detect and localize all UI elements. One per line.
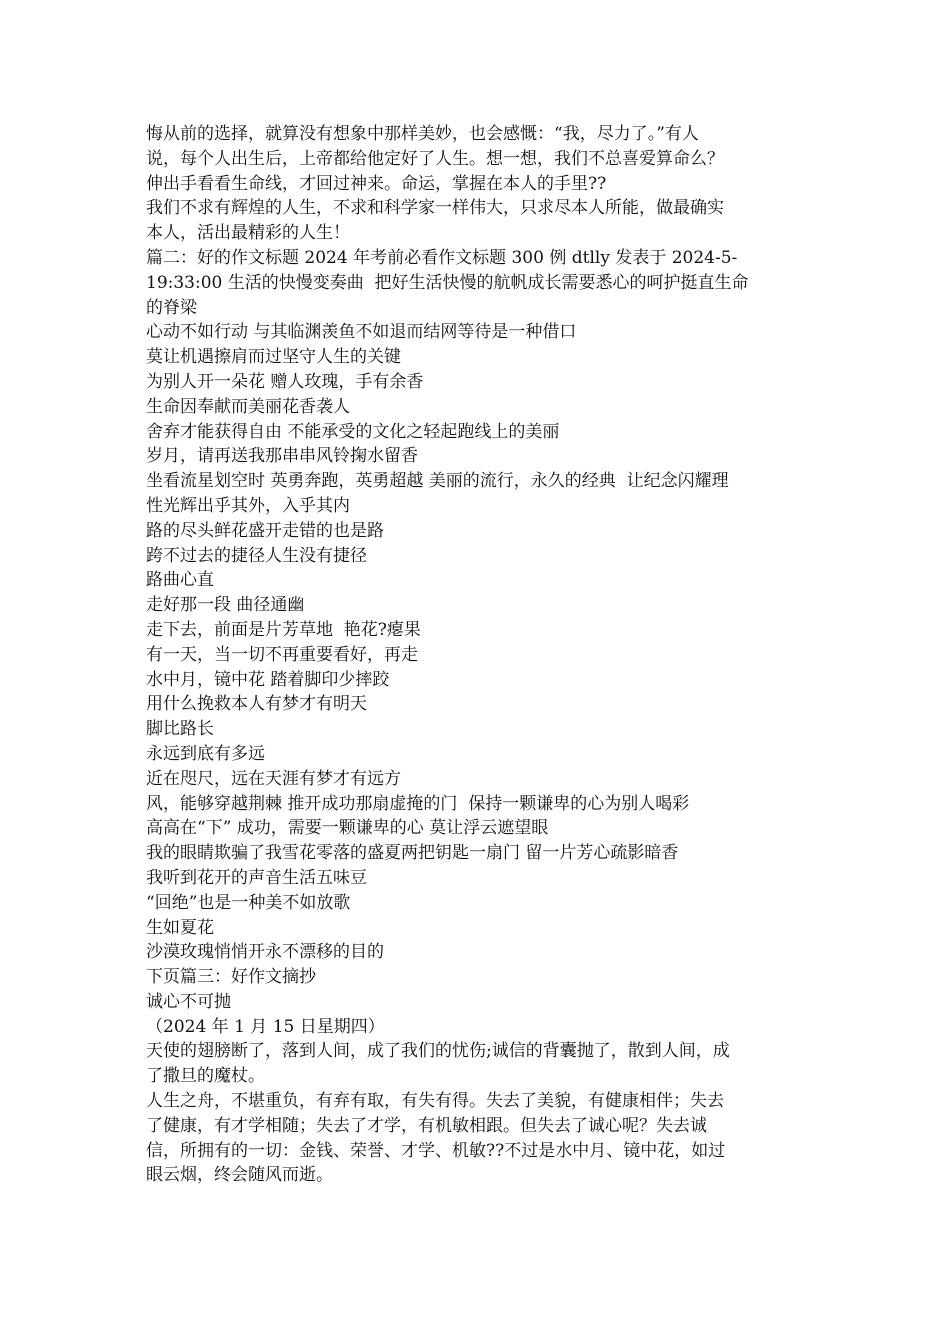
title-line: 永远到底有多远 (146, 743, 265, 764)
section-heading: 篇二：好的作文标题 2024 年考前必看作文标题 300 例 dtlly 发表于 2024-5- (146, 247, 738, 268)
title-line: 沙漠玫瑰悄悄开永不漂移的目的 (146, 942, 384, 963)
title-line: 风，能够穿越荆棘 推开成功那扇虚掩的门 保持一颗谦卑的心为别人喝彩 (146, 793, 690, 814)
title-line: 性光辉出乎其外，入乎其内 (146, 495, 350, 516)
title-line: 脚比路长 (146, 719, 214, 740)
title-line: 跨不过去的捷径人生没有捷径 (146, 545, 367, 566)
title-line: 心动不如行动 与其临渊羡鱼不如退而结网等待是一种借口 (146, 322, 577, 343)
document-body (146, 122, 806, 1188)
title-line: 路曲心直 (146, 570, 214, 591)
article-title: 诚心不可抛 (146, 991, 231, 1012)
title-line: 为别人开一朵花 赠人玫瑰，手有余香 (146, 371, 424, 392)
text-line: 说，每个人出生后，上帝都给他定好了人生。想一想，我们不总喜爱算命么？ (146, 148, 724, 169)
text-line: 的脊梁 (146, 297, 197, 318)
text-line: 眼云烟，终会随风而逝。 (146, 1165, 333, 1186)
title-line: 生命因奉献而美丽花香袭人 (146, 396, 350, 417)
title-line: 生如夏花 (146, 917, 214, 938)
text-line: 信，所拥有的一切：金钱、荣誉、才学、机敏??不过是水中月、镜中花，如过 (146, 1140, 726, 1161)
title-line: 路的尽头鲜花盛开走错的也是路 (146, 520, 384, 541)
title-line: “回绝”也是一种美不如放歌 (146, 892, 351, 913)
title-line: 坐看流星划空时 英勇奔跑，英勇超越 美丽的流行，永久的经典 让纪念闪耀理 (146, 471, 729, 492)
text-line: 本人，活出最精彩的人生！ (146, 223, 350, 244)
text-line: 悔从前的选择，就算没有想象中那样美妙，也会感慨：“我，尽力了。”有人 (146, 124, 699, 144)
title-line: 有一天，当一切不再重要看好，再走 (146, 644, 418, 665)
title-line: 高高在“下” 成功，需要一颗谦卑的心 莫让浮云遮望眼 (146, 818, 549, 839)
title-line: 我听到花开的声音生活五味豆 (146, 867, 367, 888)
title-line: 近在咫尺，远在天涯有梦才有远方 (146, 768, 401, 789)
section-heading: 下页篇三：好作文摘抄 (146, 967, 316, 988)
title-line: 岁月，请再送我那串串风铃掬水留香 (146, 446, 418, 467)
title-line: 走下去，前面是片芳草地 艳花?瘪果 (146, 619, 421, 640)
text-line: 19:33:00 生活的快慢变奏曲 把好生活快慢的航帆成长需要悉心的呵护挺直生命 (146, 272, 749, 293)
text-line: 了健康，有才学相随；失去了才学，有机敏相跟。但失去了诚心呢？失去诚 (146, 1115, 707, 1136)
title-line: 我的眼睛欺骗了我雪花零落的盛夏两把钥匙一扇门 留一片芳心疏影暗香 (146, 843, 679, 864)
text-line: 我们不求有辉煌的人生，不求和科学家一样伟大，只求尽本人所能，做最确实 (146, 198, 724, 219)
title-line: 水中月，镜中花 踏着脚印少摔跤 (146, 669, 390, 690)
text-line: 伸出手看看生命线，才回过神来。命运，掌握在本人的手里?? (146, 173, 607, 194)
text-line: 人生之舟，不堪重负，有弃有取，有失有得。失去了美貌，有健康相伴；失去 (146, 1091, 724, 1112)
title-line: 莫让机遇擦肩而过坚守人生的关键 (146, 347, 401, 368)
title-line: 用什么挽救本人有梦才有明天 (146, 694, 367, 715)
article-date: （2024 年 1 月 15 日星期四） (146, 1016, 385, 1037)
title-line: 走好那一段 曲径通幽 (146, 595, 305, 616)
text-line: 天使的翅膀断了，落到人间，成了我们的忧伤;诚信的背囊抛了，散到人间，成 (146, 1041, 730, 1062)
text-line: 了撒旦的魔杖。 (146, 1066, 265, 1087)
title-line: 舍弃才能获得自由 不能承受的文化之轻起跑线上的美丽 (146, 421, 560, 442)
